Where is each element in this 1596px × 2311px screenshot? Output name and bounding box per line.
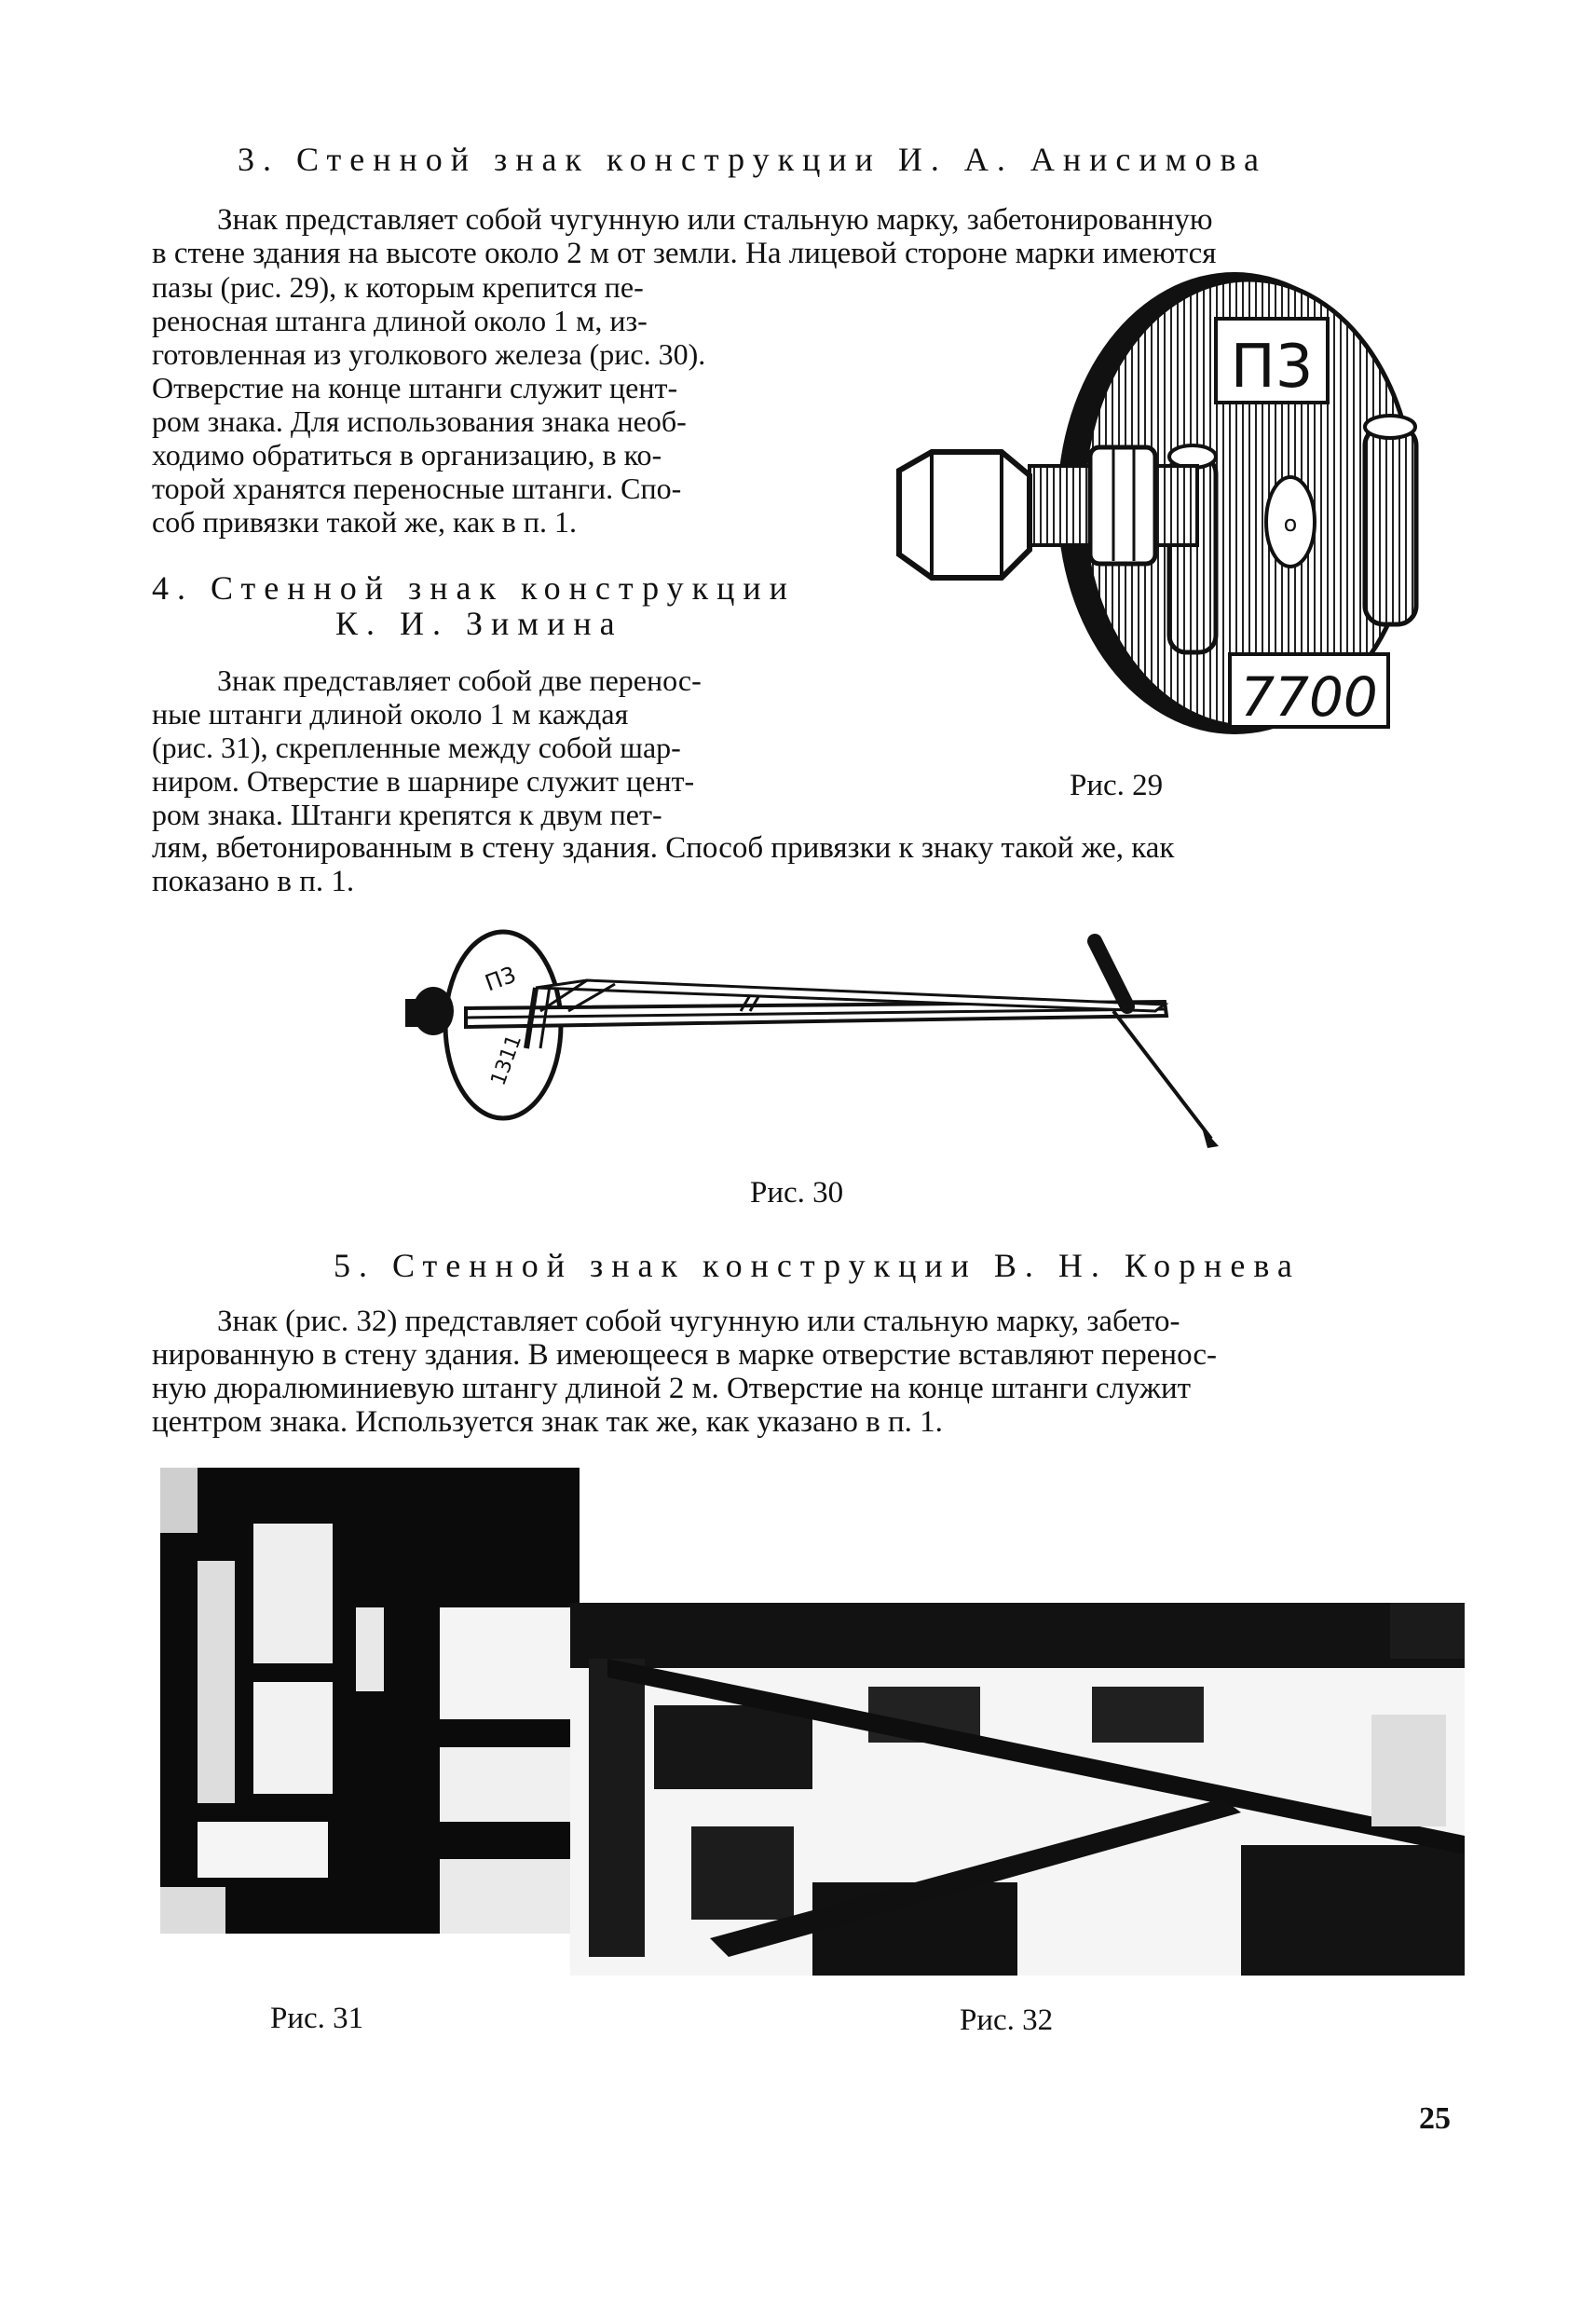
section-3-paragraph-full [152,203,1452,270]
section-4-heading-line1: 4. Стенной знак конструкции [152,569,796,607]
fig30-marking-top: П3 [481,961,520,997]
text-line: пазы (рис. 29), к которым крепится пе- [152,270,644,304]
figure-30-caption: Рис. 30 [750,1176,844,1210]
figure-32-caption: Рис. 32 [960,2003,1054,2037]
fig30-marking-bottom: 1311 [486,1032,527,1089]
text-line: соб привязки такой же, как в п. 1. [152,505,578,539]
text-line: готовленная из уголкового железа (рис. 30). [152,337,706,371]
page-number: 25 [1419,2101,1451,2136]
fig29-marking-bottom: 7700 [1240,665,1378,729]
text-line: ные штанги длиной около 1 м каждая [152,697,629,731]
figure-29-caption: Рис. 29 [1070,769,1164,802]
text-line: ром знака. Для использования знака необ- [152,404,687,438]
text-line: показано в п. 1. [152,865,355,898]
text-line: центром знака. Используется знак так же, как указано в п. 1. [152,1405,943,1439]
figure-31-caption: Рис. 31 [270,2002,364,2035]
text-line: Знак представляет собой чугунную или стальную марку, забетонированную [217,203,1213,237]
section-4-heading-line2: К. И. Зимина [335,605,623,642]
text-line: Знак представляет собой две перенос- [217,663,702,697]
section-4-paragraph-wrapped [152,663,860,831]
text-line: ходимо обратиться в организацию, в ко- [152,438,662,472]
text-line: ную дюралюминиевую штангу длиной 2 м. Отверстие на конце штанги служит [152,1372,1192,1405]
fig29-marking-top: П3 [1230,333,1314,402]
fig29-center-mark: o [1283,511,1298,537]
text-line: нированную в стену здания. В имеющееся в марке отверстие вставляют перенос- [152,1338,1218,1372]
text-line: лям, вбетонированным в стену здания. Способ привязки к знаку такой же, как [152,831,1175,865]
text-line: (рис. 31), скрепленные между собой шар- [152,731,681,764]
text-line: реносная штанга длиной около 1 м, из- [152,304,648,337]
text-line: торой хранятся переносные штанги. Спо- [152,472,682,505]
section-3-heading: 3. Стенной знак конструкции И. А. Анисимова [238,141,1267,178]
text-line: Знак (рис. 32) представляет собой чугунную или стальную марку, забето- [217,1305,1180,1338]
text-line: ром знака. Штанги крепятся к двум пет- [152,798,662,831]
figure-29-wall-mark [890,270,1467,755]
figure-31-photo [160,1468,580,1934]
text-line: в стене здания на высоте около 2 м от земли. На лицевой стороне марки имеются [152,237,1217,270]
text-line: Отверстие на конце штанги служит цент- [152,371,678,404]
section-5-heading: 5. Стенной знак конструкции В. Н. Корнева [334,1247,1301,1284]
figure-32-photo [570,1603,1465,1976]
section-3-paragraph-wrapped [152,270,860,539]
section-4-paragraph-full [152,831,1452,898]
text-line: ниром. Отверстие в шарнире служит цент- [152,764,695,798]
figure-30-portable-bar [401,923,1239,1156]
section-5-paragraph [152,1305,1452,1439]
